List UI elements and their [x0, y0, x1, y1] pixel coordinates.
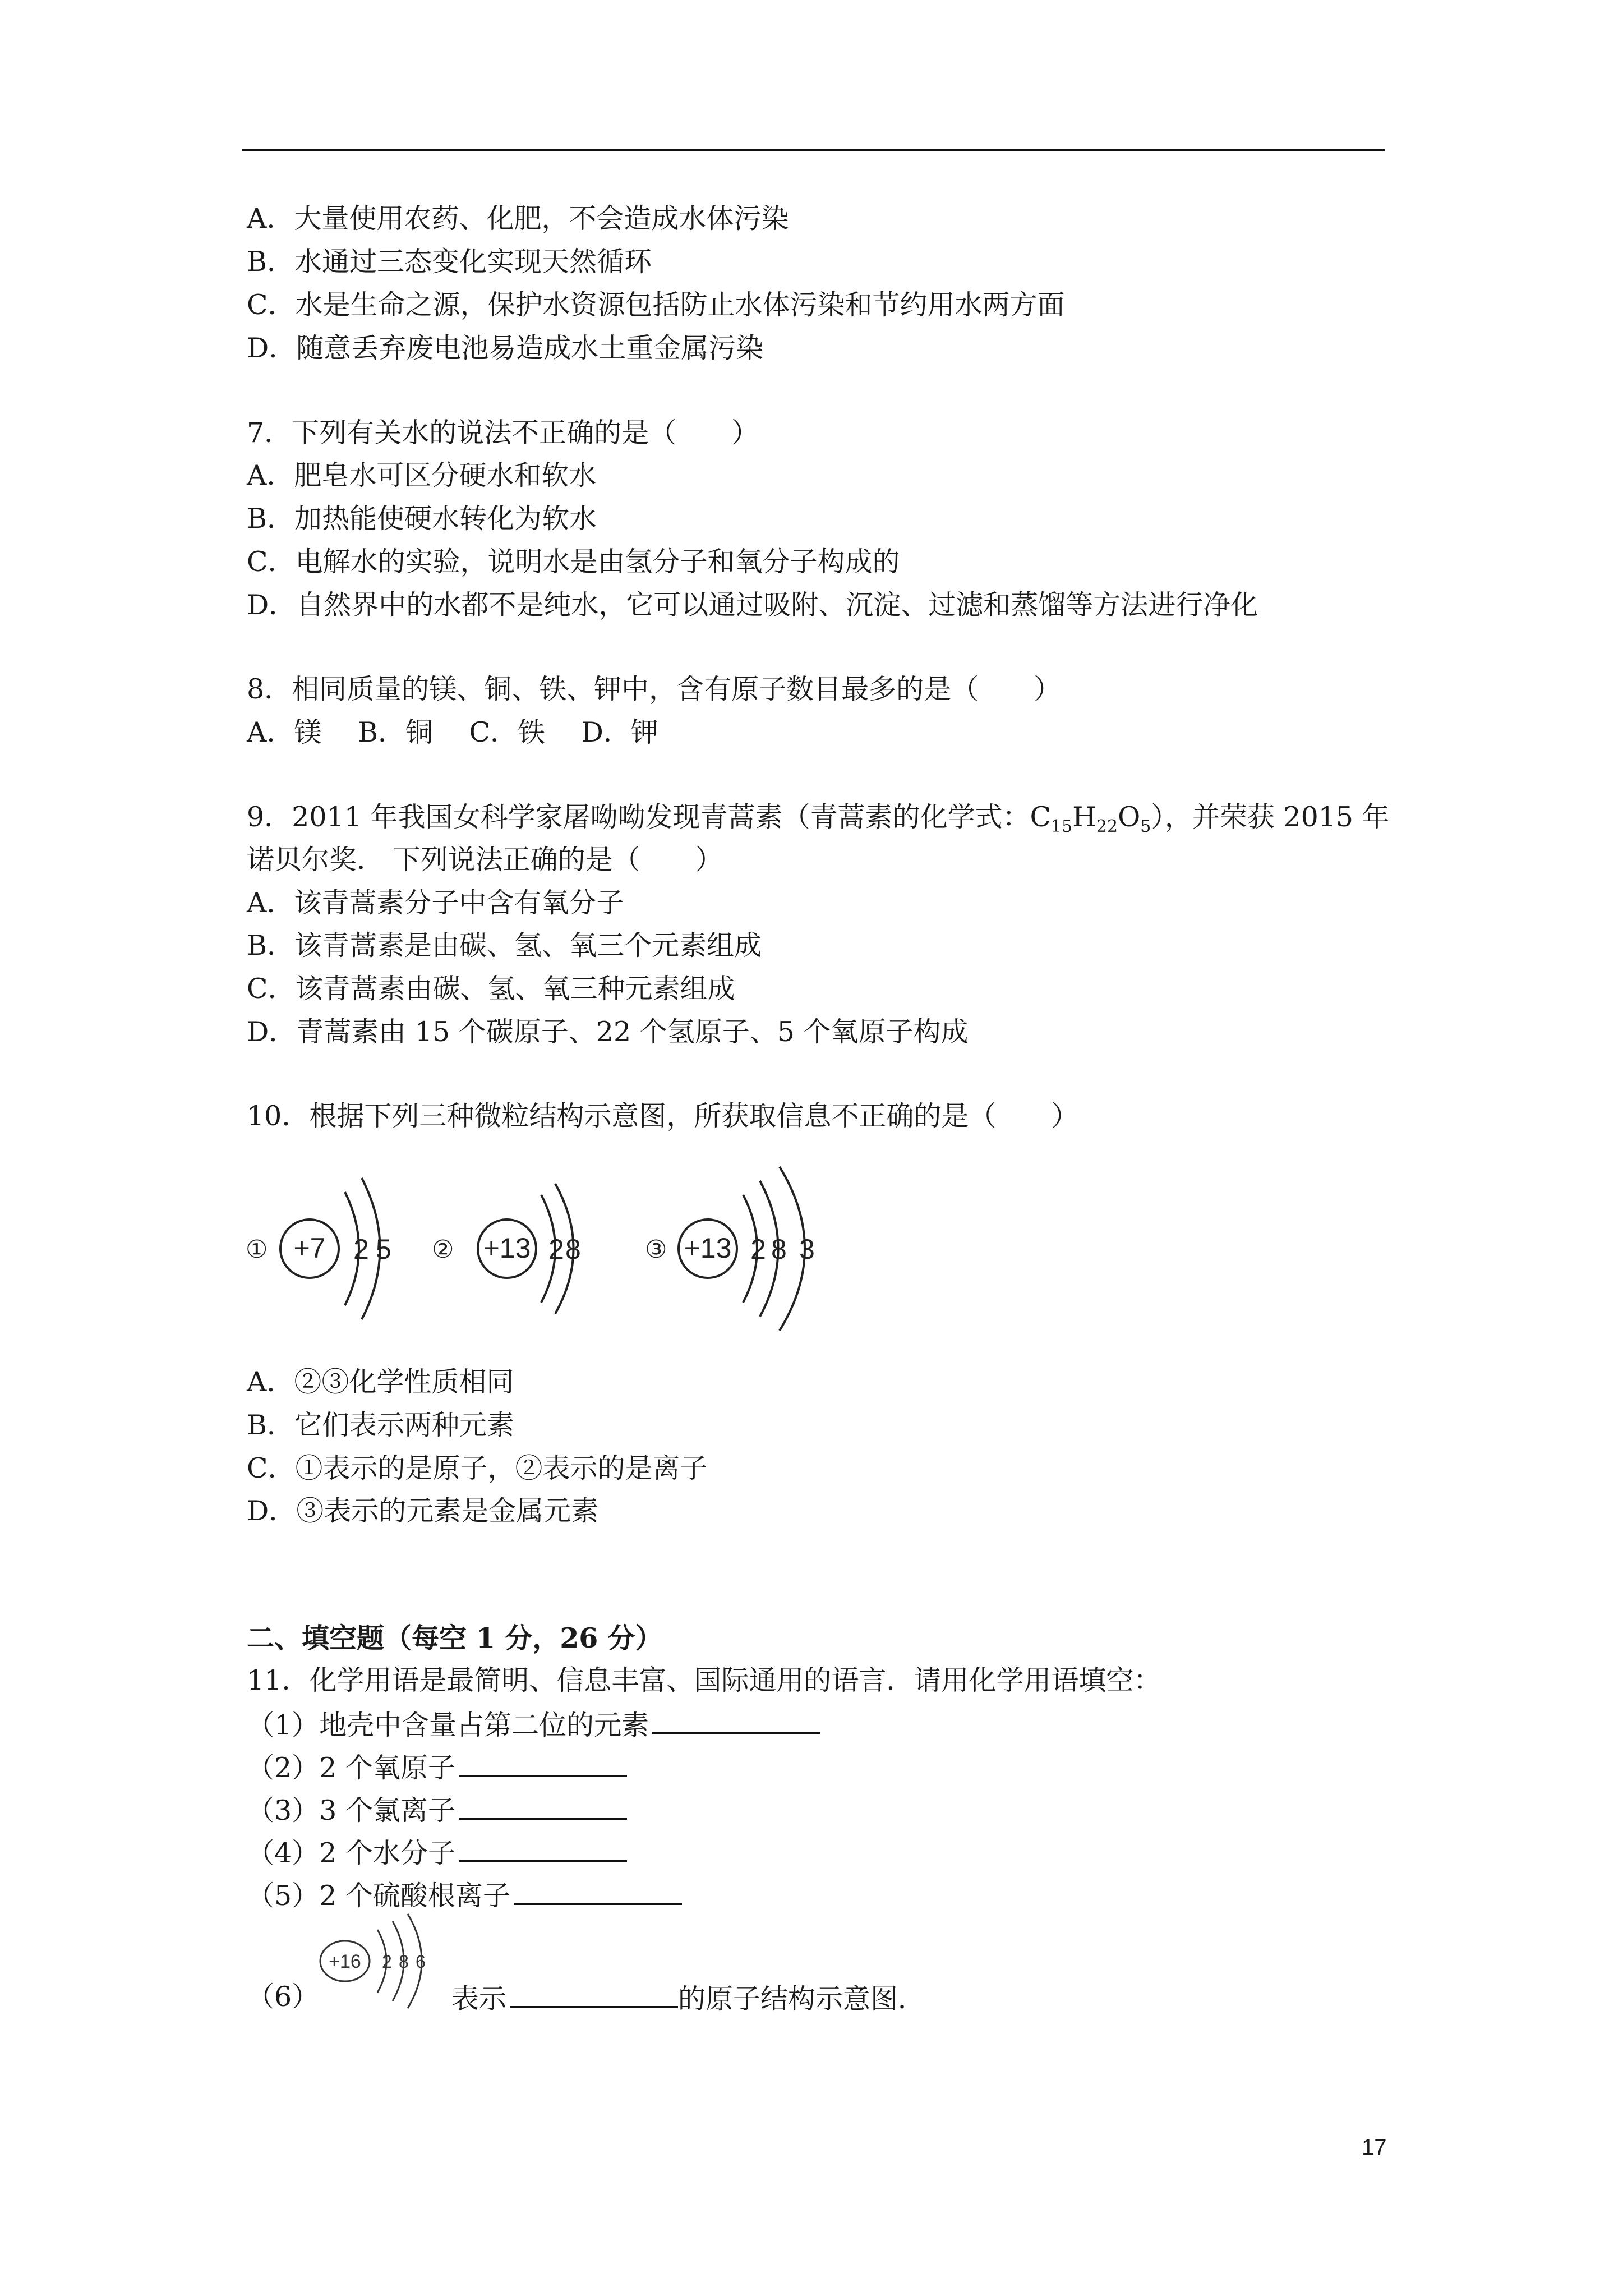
q11-item-6-suffix: 的原子结构示意图． [678, 1983, 926, 2015]
q11-item-6-text: 表示 [451, 1983, 507, 2015]
q10-option-b: B．它们表示两种元素 [247, 1409, 515, 1441]
sulfur-shell-3: 6 [416, 1952, 426, 1972]
header-rule [242, 149, 1385, 151]
diagram-1-shell-2: 5 [376, 1234, 391, 1265]
diagram-2-shell-2: 8 [565, 1234, 581, 1265]
q11-item-5 [247, 1877, 682, 1913]
diagram-3-shell-2: 8 [771, 1234, 787, 1265]
q8-stem: 8．相同质量的镁、铜、铁、钾中，含有原子数目最多的是（ ） [247, 673, 1062, 705]
formula-subscript: 5 [1140, 817, 1151, 836]
sulfur-nucleus: +16 [329, 1951, 361, 1972]
q6-option-d: D．随意丢弃废电池易造成水土重金属污染 [247, 332, 764, 364]
sulfur-shell-1: 2 [382, 1952, 392, 1972]
q9-stem [247, 800, 1390, 844]
diagram-1-shell-1: 2 [353, 1234, 369, 1265]
q9-stem-line2: 诺贝尔奖． 下列说法正确的是（ ） [247, 844, 723, 876]
answer-blank[interactable] [459, 1792, 627, 1820]
q11-item-6 [451, 1980, 925, 2016]
q9-option-b: B．该青蒿素是由碳、氢、氧三个元素组成 [247, 930, 762, 961]
q11-item-3 [247, 1792, 627, 1828]
q9-stem-text: 9．2011 年我国女科学家屠呦呦发现青蒿素（青蒿素的化学式：C [247, 801, 1051, 833]
diagram-1-nucleus: +7 [293, 1232, 326, 1264]
diagram-2-label: ② [432, 1236, 454, 1263]
q11-item-4-text: （4）2 个水分子 [247, 1837, 455, 1869]
answer-blank[interactable] [652, 1706, 820, 1734]
q11-item-2 [247, 1749, 627, 1785]
formula-subscript: 22 [1096, 817, 1118, 836]
page-number: 17 [1362, 2135, 1387, 2160]
q6-option-b: B．水通过三态变化实现天然循环 [247, 246, 652, 278]
q10-option-a: A．②③化学性质相同 [247, 1366, 514, 1398]
q7-option-d: D．自然界中的水都不是纯水，它可以通过吸附、沉淀、过滤和蒸馏等方法进行净化 [247, 589, 1258, 621]
section-2-heading: 二、填空题（每空 1 分，26 分） [247, 1622, 663, 1654]
diagram-3-shell-1: 2 [750, 1234, 766, 1265]
q7-option-b: B．加热能使硬水转化为软水 [247, 503, 597, 535]
q10-option-c: C．①表示的是原子，②表示的是离子 [247, 1452, 708, 1484]
q9-option-c: C．该青蒿素由碳、氢、氧三种元素组成 [247, 973, 735, 1005]
q11-item-5-text: （5）2 个硫酸根离子 [247, 1880, 510, 1912]
answer-blank[interactable] [510, 1980, 678, 2008]
q10-stem: 10．根据下列三种微粒结构示意图，所获取信息不正确的是（ ） [247, 1100, 1079, 1132]
q11-stem: 11．化学用语是最简明、信息丰富、国际通用的语言．请用化学用语填空： [247, 1664, 1161, 1696]
q11-item-1-text: （1）地壳中含量占第二位的元素 [247, 1709, 649, 1741]
q8-options: A．镁 B．铜 C．铁 D．钾 [247, 716, 658, 748]
q7-stem: 7．下列有关水的说法不正确的是（ ） [247, 417, 759, 449]
q11-item-1 [247, 1706, 820, 1742]
q9-option-a: A．该青蒿素分子中含有氧分子 [247, 887, 624, 919]
diagram-2-shell-1: 2 [548, 1234, 564, 1265]
sulfur-atom-diagram [311, 1913, 446, 2019]
q7-option-a: A．肥皂水可区分硬水和软水 [247, 459, 597, 491]
q6-option-c: C．水是生命之源，保护水资源包括防止水体污染和节约用水两方面 [247, 289, 1065, 321]
diagram-3-nucleus: +13 [684, 1232, 732, 1264]
formula-element: H [1072, 801, 1096, 833]
q11-item-2-text: （2）2 个氧原子 [247, 1752, 455, 1784]
q6-option-a: A．大量使用农药、化肥，不会造成水体污染 [247, 203, 789, 234]
q11-item-4 [247, 1834, 627, 1870]
diagram-2-nucleus: +13 [483, 1232, 531, 1264]
answer-blank[interactable] [459, 1834, 627, 1862]
q7-option-c: C．电解水的实验，说明水是由氢分子和氧分子构成的 [247, 546, 900, 578]
q9-option-d: D．青蒿素由 15 个碳原子、22 个氢原子、5 个氧原子构成 [247, 1016, 969, 1048]
diagram-3-label: ③ [645, 1236, 667, 1263]
answer-blank[interactable] [514, 1877, 682, 1905]
q11-item-3-text: （3）3 个氯离子 [247, 1795, 455, 1826]
answer-blank[interactable] [459, 1749, 627, 1777]
q10-option-d: D．③表示的元素是金属元素 [247, 1495, 599, 1527]
sulfur-shell-2: 8 [399, 1952, 409, 1972]
atomic-structure-diagrams [241, 1161, 858, 1352]
formula-subscript: 15 [1050, 817, 1073, 836]
diagram-1-label: ① [246, 1236, 268, 1263]
formula-element: O [1118, 801, 1141, 833]
q9-stem-text: ），并荣获 2015 年 [1151, 801, 1390, 833]
q11-item-6-prefix: （6） [247, 1981, 320, 2013]
diagram-3-shell-3: 3 [799, 1234, 815, 1265]
